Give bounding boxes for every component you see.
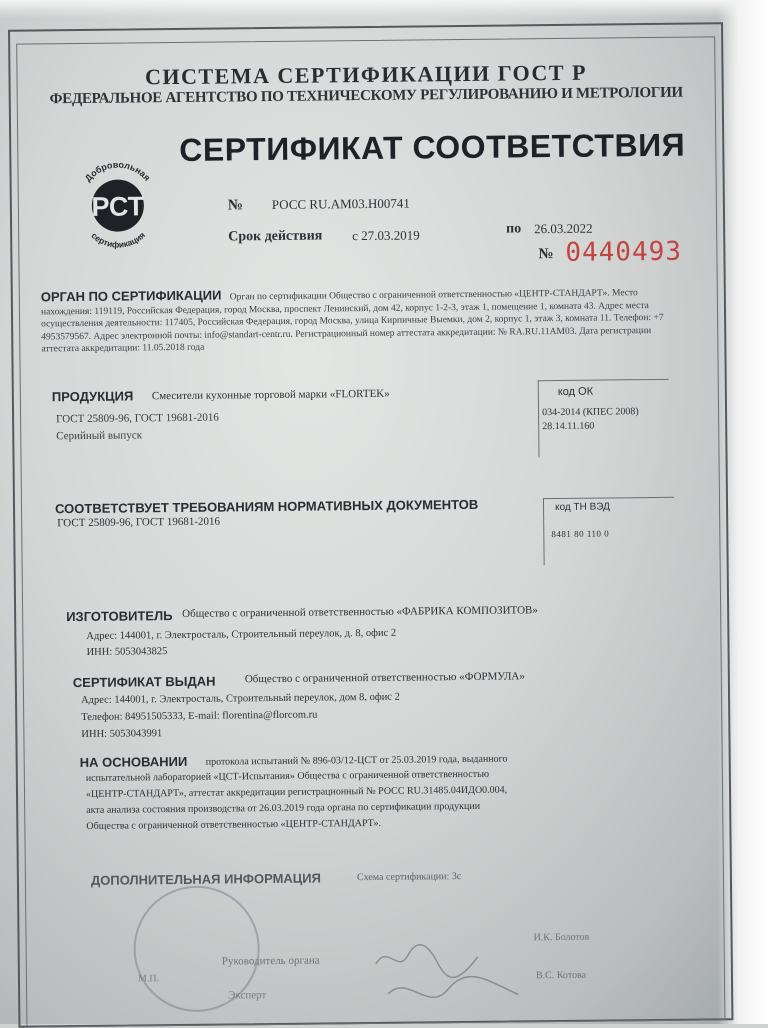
- certification-body-label: ОРГАН ПО СЕРТИФИКАЦИИ: [40, 287, 222, 305]
- stamp-place-label: М.П.: [137, 973, 160, 985]
- tn-ved-code-value: 8481 80 110 0: [551, 528, 610, 540]
- pct-logo-icon: [67, 153, 168, 254]
- manufacturer-label: ИЗГОТОВИТЕЛЬ: [66, 608, 173, 625]
- basis-line-1: протокола испытаний № 896-03/12-ЦСТ от 25.03.2019 года, выданного: [205, 753, 508, 768]
- expert-label: Эксперт: [228, 989, 267, 1002]
- certification-body-section: [41, 285, 672, 356]
- valid-from-date: с 27.03.2019: [352, 227, 420, 244]
- agency-title: ФЕДЕРАЛЬНОЕ АГЕНТСТВО ПО ТЕХНИЧЕСКОМУ РЕГУЛИРОВАНИЮ И МЕТРОЛОГИИ: [49, 84, 683, 108]
- logo-arc-bottom: сертификация: [89, 229, 147, 250]
- issued-to-name: Общество с ограниченной ответственностью «ФОРМУЛА»: [244, 670, 525, 686]
- basis-label: НА ОСНОВАНИИ: [79, 753, 188, 771]
- tn-ved-code-label: код ТН ВЭД: [554, 501, 610, 514]
- head-of-body-name: И.К. Болотов: [533, 931, 590, 944]
- expert-name: В.С. Котова: [535, 969, 587, 982]
- issued-to-label: СЕРТИФИКАТ ВЫДАН: [72, 673, 216, 691]
- number-label: №: [227, 197, 244, 214]
- product-production-type: Серийный выпуск: [56, 429, 143, 443]
- certificate-document: [8, 22, 733, 1027]
- additional-info-text: Схема сертификации: 3с: [356, 871, 462, 884]
- system-title: СИСТЕМА СЕРТИФИКАЦИИ ГОСТ Р: [144, 59, 588, 90]
- basis-line-3: «ЦЕНТР-СТАНДАРТ», аттестат аккредитации регистрационный № РОСС RU.31485.04ИДО0.004,: [85, 784, 508, 800]
- manufacturer-name: Общество с ограниченной ответственностью «ФАБРИКА КОМПОЗИТОВ»: [182, 604, 538, 620]
- issued-to-address: Адрес: 144001, г. Электросталь, Строительный переулок, дом 8, офис 2: [80, 691, 400, 707]
- valid-to-date: 26.03.2022: [534, 220, 593, 237]
- conformity-standards: ГОСТ 25809-96, ГОСТ 19681-2016: [57, 515, 221, 530]
- manufacturer-address: Адрес: 144001, г. Электросталь, Строительный переулок, д. 8, офис 2: [86, 627, 397, 642]
- screen-glare-top: [0, 0, 768, 18]
- manufacturer-inn: ИНН: 5053043825: [86, 646, 168, 658]
- validity-label: Срок действия: [228, 228, 323, 245]
- certificate-number: РОСС RU.АМ03.Н00741: [271, 195, 410, 212]
- signature-icon: [368, 932, 539, 1024]
- serial-number: 0440493: [565, 236, 683, 268]
- serial-label: №: [538, 246, 554, 263]
- conformity-label: СООТВЕТСТВУЕТ ТРЕБОВАНИЯМ НОРМАТИВНЫХ ДОКУМЕНТОВ: [54, 496, 479, 517]
- head-of-body-label: Руководитель органа: [221, 954, 320, 968]
- svg-text:сертификация: [89, 230, 147, 250]
- ok-code-line1: 034-2014 (КПЕС 2008): [542, 406, 639, 419]
- logo-mark: РСТ: [91, 191, 145, 222]
- valid-to-label: по: [506, 221, 522, 237]
- product-label: ПРОДУКЦИЯ: [51, 388, 134, 405]
- certificate-title: СЕРТИФИКАТ СООТВЕТСТВИЯ: [179, 126, 686, 168]
- logo-arc-top: Добровольная: [82, 159, 153, 184]
- basis-line-4: акта анализа состояния производства от 26.03.2019 года органа по сертификации продукции: [86, 800, 481, 816]
- basis-line-5: Общества с ограниченной ответственностью «ЦЕНТР-СТАНДАРТ».: [86, 817, 382, 832]
- issued-to-inn: ИНН: 5053043991: [81, 728, 163, 741]
- product-name: Смесители кухонные торговой марки «FLORTEK»: [151, 387, 390, 403]
- issued-to-contacts: Телефон: 84951505333, E-mail: florentina@florcom.ru: [81, 709, 318, 724]
- certification-body-text: Орган по сертификации Общество с ограниченной ответственностью «ЦЕНТР-СТАНДАРТ». Место нахождения: 119119, Российская Федерация, город Москва, проспект Ленинский, дом 42, корпус 1-2-3, этаж 1, помещение 1, комната 43. Адрес места осуществления деятельности: 117405, Российская Федерация, город Москва, улица Кирпичные Выемки, дом 2, корпус 1, этаж 3, комната 11. Телефон: +7 4953579567. Адрес электронной почты: info@standart-centr.ru. Регистрационный номер аттестата аккредитации: № RA.RU.11AM03. Дата регистрации аттестата аккредитации: 11.05.2018 года: [40, 288, 664, 355]
- additional-info-label: ДОПОЛНИТЕЛЬНАЯ ИНФОРМАЦИЯ: [90, 870, 322, 888]
- ok-code-label: код ОК: [557, 385, 594, 399]
- product-standards: ГОСТ 25809-96, ГОСТ 19681-2016: [56, 411, 219, 426]
- basis-line-2: испытательной лабораторией «ЦСТ-Испытания» Общества с ограниченной ответственностью: [85, 768, 490, 784]
- ok-code-line2: 28.14.11.160: [542, 420, 595, 433]
